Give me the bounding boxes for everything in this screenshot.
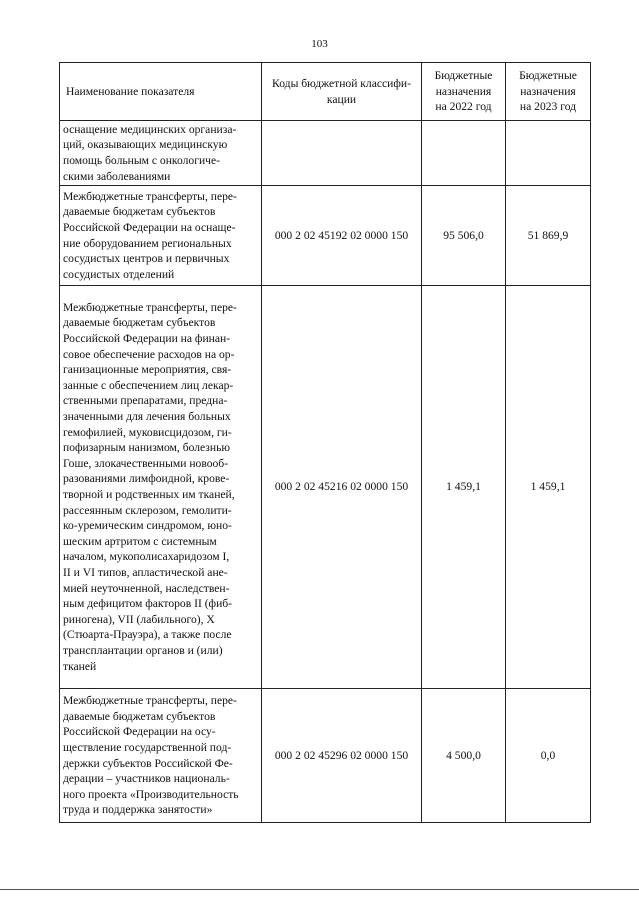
budget-code: 000 2 02 45192 02 0000 150 xyxy=(262,186,422,286)
budget-table xyxy=(59,62,591,823)
column-header-2023: Бюджетные назначения на 2023 год xyxy=(506,63,591,121)
budget-code xyxy=(262,121,422,186)
table-header-row xyxy=(60,63,591,121)
budget-code: 000 2 02 45216 02 0000 150 xyxy=(262,286,422,689)
page-number: 103 xyxy=(311,38,328,50)
page-bottom-edge xyxy=(0,889,639,890)
amount-2023: 1 459,1 xyxy=(506,286,591,689)
amount-2022: 95 506,0 xyxy=(422,186,506,286)
amount-2022: 1 459,1 xyxy=(422,286,506,689)
amount-2023: 0,0 xyxy=(506,689,591,823)
amount-2022 xyxy=(422,121,506,186)
indicator-name: оснащение медицинских организа- ций, оказывающих медицинскую помощь больным с онкологиче- скими заболеваниями xyxy=(60,121,262,186)
table-row xyxy=(60,186,591,286)
indicator-name: Межбюджетные трансферты, пере- даваемые бюджетам субъектов Российской Федерации на финан- совое обеспечение расходов на ор- ганизационные мероприятия, свя- занные с обеспечением лиц лекар- ственными препаратами, предна- значенными для лечения больных гемофилией, муковисцидозом, ги- пофизарным нанизмом, болезнью Гоше, злокачественными новооб- разованиями лимфоидной, крове- творной и родственных им тканей, рассеянным склерозом, гемолити- ко-уремическим синдромом, юно- шеским артритом с системным началом, мукополисахаридозом I, II и VI типов, апластической ане- мией неуточненной, наследствен- ным дефицитом факторов II (фиб- риногена), VII (лабильного), X (Стюарта-Прауэра), а также после трансплантации органов и (или) тканей xyxy=(60,286,262,689)
column-header-indicator-name: Наименование показателя xyxy=(60,63,262,121)
amount-2022: 4 500,0 xyxy=(422,689,506,823)
column-header-2022: Бюджетные назначения на 2022 год xyxy=(422,63,506,121)
indicator-name: Межбюджетные трансферты, пере- даваемые бюджетам субъектов Российской Федерации на оснаще- ние оборудованием региональных сосудистых центров и первичных сосудистых отделений xyxy=(60,186,262,286)
table-row xyxy=(60,286,591,689)
column-header-budget-code: Коды бюджетной классифи- кации xyxy=(262,63,422,121)
indicator-name: Межбюджетные трансферты, пере- даваемые бюджетам субъектов Российской Федерации на осу- ществление государственной под- держки субъектов Российской Фе- дерации – участников националь- ного проекта «Производительность труда и поддержка занятости» xyxy=(60,689,262,823)
amount-2023 xyxy=(506,121,591,186)
budget-code: 000 2 02 45296 02 0000 150 xyxy=(262,689,422,823)
amount-2023: 51 869,9 xyxy=(506,186,591,286)
table-row xyxy=(60,121,591,186)
table-row xyxy=(60,689,591,823)
